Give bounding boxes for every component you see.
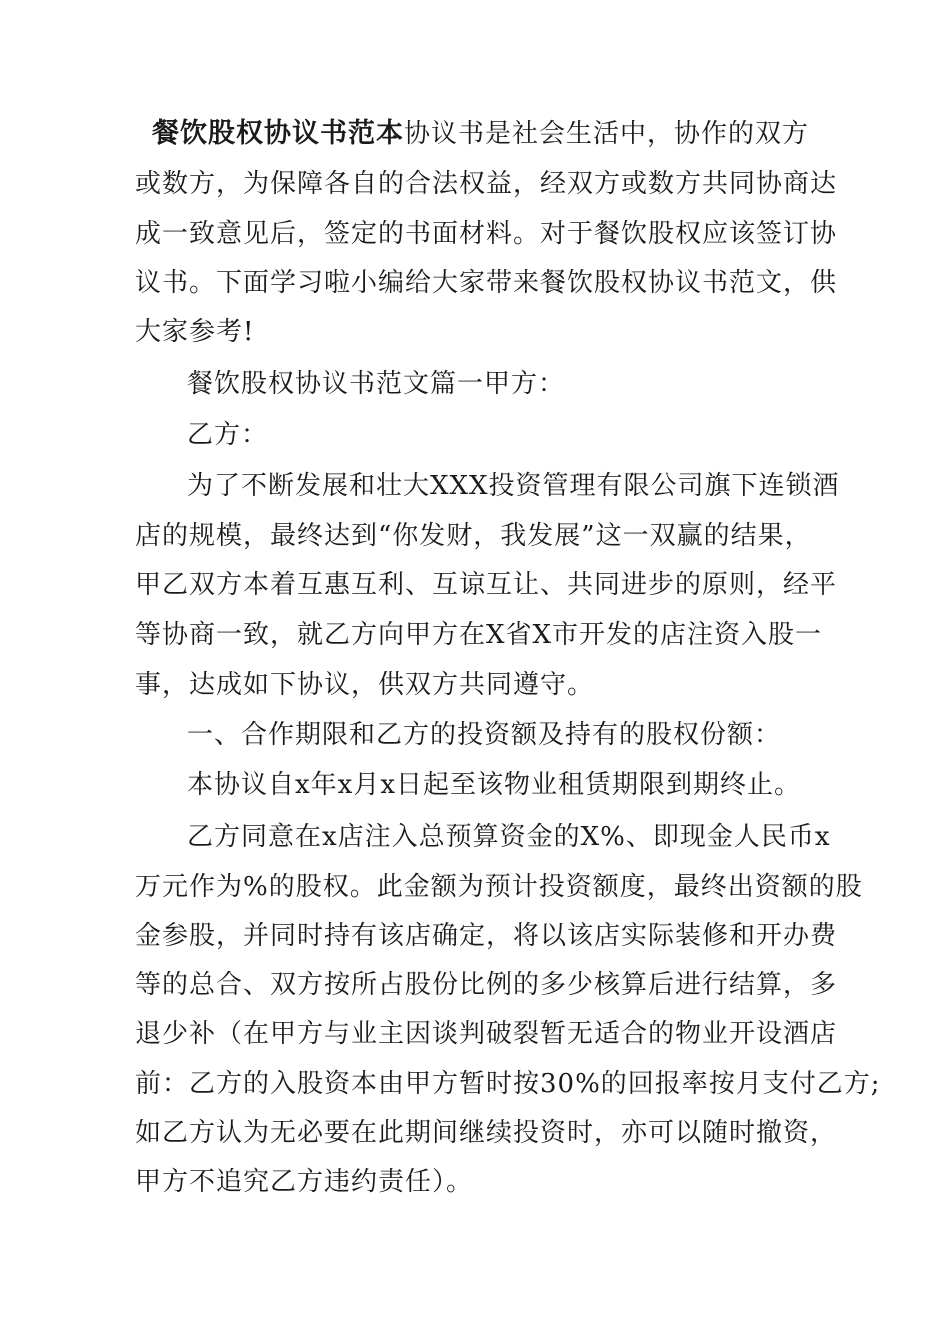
intro-line-2: 或数方，为保障各自的合法权益，经双方或数方共同协商达 bbox=[135, 169, 838, 199]
para1-line-5: 事，达成如下协议，供双方共同遵守。 bbox=[135, 670, 595, 700]
para2-line-3: 金参股，并同时持有该店确定，将以该店实际装修和开办费 bbox=[135, 921, 838, 951]
para2-line-5: 退少补（在甲方与业主因谈判破裂暂无适合的物业开设酒店 bbox=[135, 1019, 838, 1049]
para2-line-2: 万元作为%的股权。此金额为预计投资额度，最终出资额的股 bbox=[135, 872, 863, 902]
para1-line-1: 为了不断发展和壮大XXX投资管理有限公司旗下连锁酒 bbox=[187, 471, 840, 501]
para2-line-4: 等的总合、双方按所占股份比例的多少核算后进行结算，多 bbox=[135, 970, 838, 1000]
document-title: 餐饮股权协议书范本 bbox=[152, 118, 404, 149]
intro-line-3: 成一致意见后，签定的书面材料。对于餐饮股权应该签订协 bbox=[135, 219, 838, 249]
party-b-label: 乙方： bbox=[187, 420, 269, 450]
para2-line-7: 如乙方认为无必要在此期间继续投资时，亦可以随时撤资， bbox=[135, 1118, 838, 1148]
clause1-heading: 一、合作期限和乙方的投资额及持有的股权份额： bbox=[187, 720, 782, 750]
intro-line-1 bbox=[152, 116, 809, 152]
intro-line-5: 大家参考! bbox=[135, 317, 255, 347]
para1-line-3: 甲乙双方本着互惠互利、互谅互让、共同进步的原则，经平 bbox=[135, 570, 838, 600]
para2-line-1: 乙方同意在x店注入总预算资金的X%、即现金人民币x bbox=[187, 822, 831, 852]
intro-line-4: 议书。下面学习啦小编给大家带来餐饮股权协议书范文，供 bbox=[135, 268, 838, 298]
para2-line-6: 前：乙方的入股资本由甲方暂时按30%的回报率按月支付乙方; bbox=[135, 1069, 881, 1099]
clause1-term: 本协议自x年x月x日起至该物业租赁期限到期终止。 bbox=[187, 770, 801, 800]
para1-line-2: 店的规模，最终达到“你发财，我发展”这一双赢的结果， bbox=[135, 521, 812, 551]
section-heading: 餐饮股权协议书范文篇一甲方： bbox=[187, 369, 566, 399]
para2-line-8: 甲方不追究乙方违约责任）。 bbox=[135, 1167, 474, 1197]
intro-text: 协议书是社会生活中，协作的双方 bbox=[404, 119, 810, 149]
para1-line-4: 等协商一致，就乙方向甲方在X省X市开发的店注资入股一 bbox=[135, 620, 823, 650]
